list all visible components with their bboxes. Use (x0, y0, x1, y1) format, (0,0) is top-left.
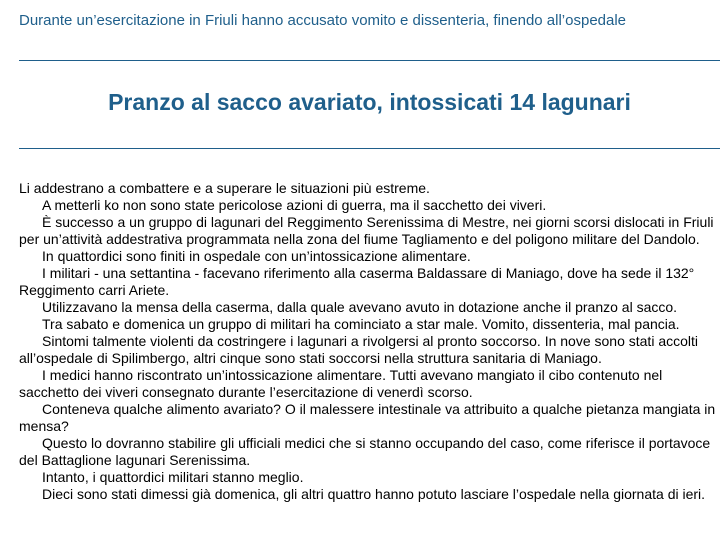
article-paragraph: Tra sabato e domenica un gruppo di militari ha cominciato a star male. Vomito, dissenteria, mal pancia. (42, 316, 680, 332)
article-subtitle: Durante un’esercitazione in Friuli hanno accusato vomito e dissenteria, finendo all’ospedale (19, 12, 627, 29)
article-headline: Pranzo al sacco avariato, intossicati 14 lagunari (108, 89, 631, 115)
article-paragraph: Dieci sono stati dimessi già domenica, gli altri quattro hanno potuto lasciare l’ospedale nella giornata di ieri. (42, 486, 706, 502)
article-paragraph: I militari - una settantina - facevano riferimento alla caserma Baldassare di Maniago, dove ha sede il 132° Reggimento carri Ariete. (19, 265, 695, 298)
article-body (19, 180, 719, 503)
article-paragraph: Utilizzavano la mensa della caserma, dalla quale avevano avuto in dotazione anche il pranzo al sacco. (42, 299, 678, 315)
article-paragraph: Questo lo dovranno stabilire gli ufficiali medici che si stanno occupando del caso, come riferisce il portavoce del Battaglione lagunari Serenissima. (19, 435, 711, 468)
article-paragraph: In quattordici sono finiti in ospedale con un’intossicazione alimentare. (42, 248, 471, 264)
article-paragraph: I medici hanno riscontrato un’intossicazione alimentare. Tutti avevano mangiato il cibo contenuto nel sacchetto dei viveri consegnato durante l’esercitazione di venerdì scorso. (19, 367, 663, 400)
top-divider (19, 60, 720, 61)
article-paragraph: A metterli ko non sono state pericolose azioni di guerra, ma il sacchetto dei viveri. (42, 197, 547, 213)
article-paragraph: Conteneva qualche alimento avariato? O il malessere intestinale va attribuito a qualche pietanza mangiata in mensa? (19, 401, 716, 434)
article-paragraph: Intanto, i quattordici militari stanno meglio. (42, 469, 304, 485)
article-paragraph: Li addestrano a combattere e a superare le situazioni più estreme. (19, 180, 430, 196)
article-paragraph: È successo a un gruppo di lagunari del Reggimento Serenissima di Mestre, nei giorni scorsi dislocati in Friuli per un’attività addestrativa programmata nella zona del fiume Tagliamento e del poligono militare del Dandolo. (19, 214, 714, 247)
bottom-divider (19, 148, 720, 149)
article-paragraph: Sintomi talmente violenti da costringere i lagunari a rivolgersi al pronto soccorso. In nove sono stati accolti all’ospedale di Spilimbergo, altri cinque sono stati soccorsi nella struttura sanitaria di Maniago. (19, 333, 698, 366)
